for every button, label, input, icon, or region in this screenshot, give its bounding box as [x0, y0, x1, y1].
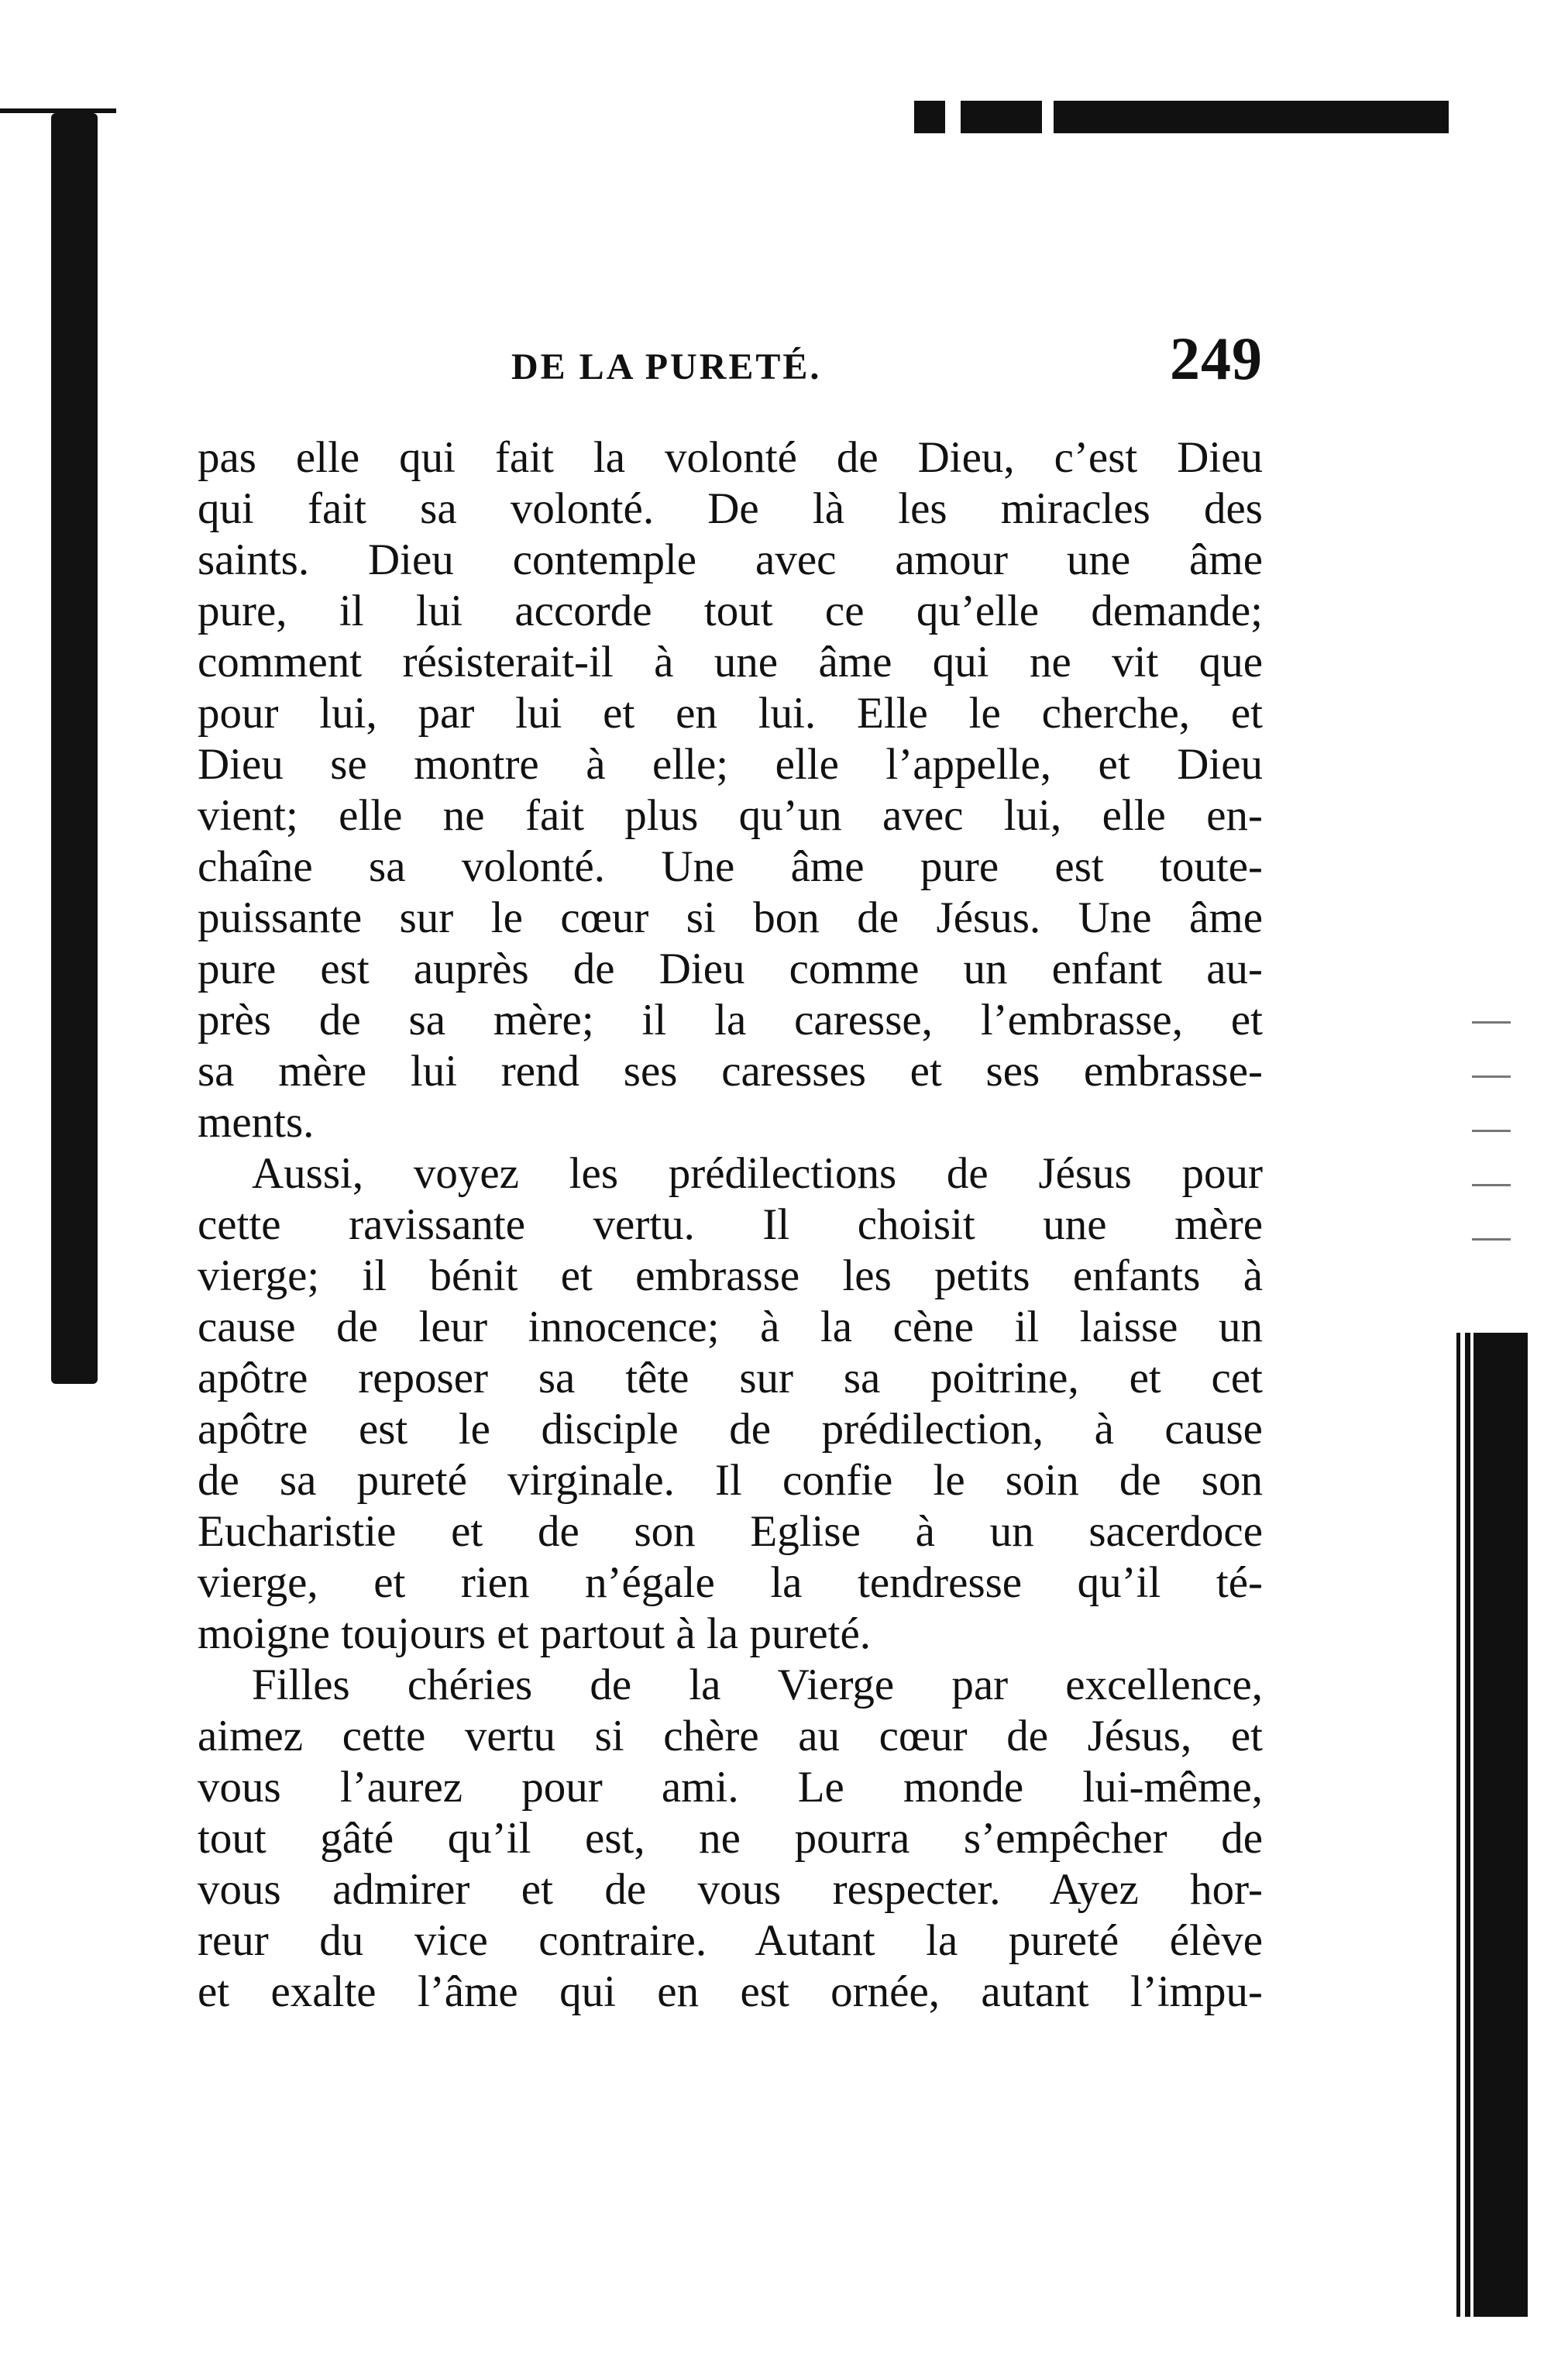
text-line: vierge; il bénit et embrasse les petits enfants à	[198, 1251, 1263, 1300]
text-line: cause de leur innocence; à la cène il laisse un	[198, 1303, 1263, 1351]
binding-shadow-left	[51, 113, 98, 1384]
paragraph-3	[198, 1660, 1263, 2018]
paragraph-1	[198, 432, 1263, 1148]
text-line: et exalte l’âme qui en est ornée, autant l’impu-	[198, 1967, 1263, 2016]
text-line: pas elle qui fait la volonté de Dieu, c’est Dieu	[198, 433, 1263, 482]
page-header	[198, 324, 1263, 392]
text-line: pour lui, par lui et en lui. Elle le cherche, et	[198, 689, 1263, 738]
text-line: aimez cette vertu si chère au cœur de Jésus, et	[198, 1712, 1263, 1760]
text-line: ments.	[198, 1098, 315, 1147]
text-line: apôtre reposer sa tête sur sa poitrine, et cet	[198, 1354, 1263, 1402]
text-line: vient; elle ne fait plus qu’un avec lui, elle en-	[198, 791, 1263, 840]
text-line: moigne toujours et partout à la pureté.	[198, 1609, 871, 1658]
text-line: puissante sur le cœur si bon de Jésus. Une âme	[198, 893, 1263, 942]
text-line: reur du vice contraire. Autant la pureté élève	[198, 1916, 1263, 1965]
scan-edge-right-strip	[1456, 1333, 1528, 2317]
text-line: tout gâté qu’il est, ne pourra s’empêcher de	[198, 1814, 1263, 1863]
text-line: Eucharistie et de son Eglise à un sacerdoce	[198, 1507, 1263, 1556]
text-line: près de sa mère; il la caresse, l’embrasse, et	[198, 996, 1263, 1044]
running-title: DE LA PURETÉ.	[511, 346, 822, 387]
text-line: Dieu se montre à elle; elle l’appelle, et Dieu	[198, 740, 1263, 789]
text-line: apôtre est le disciple de prédilection, à cause	[198, 1405, 1263, 1454]
scan-edge-right-dashes	[1472, 992, 1511, 1248]
text-line: sa mère lui rend ses caresses et ses embrasse-	[198, 1047, 1263, 1096]
text-line: Filles chéries de la Vierge par excellence,	[252, 1660, 1263, 1709]
text-line: pure est auprès de Dieu comme un enfant au-	[198, 945, 1263, 993]
text-line: vous l’aurez pour ami. Le monde lui-même,	[198, 1763, 1263, 1812]
scan-edge-top-strip	[914, 101, 1449, 133]
text-line: cette ravissante vertu. Il choisit une mère	[198, 1200, 1263, 1249]
paragraph-2	[198, 1148, 1263, 1660]
text-line: de sa pureté virginale. Il confie le soin de son	[198, 1456, 1263, 1505]
page-number: 249	[1170, 325, 1263, 392]
body-text	[198, 432, 1263, 2018]
text-line: pure, il lui accorde tout ce qu’elle demande;	[198, 587, 1263, 635]
text-line: vous admirer et de vous respecter. Ayez hor-	[198, 1865, 1263, 1914]
text-line: vierge, et rien n’égale la tendresse qu’il té-	[198, 1558, 1263, 1607]
text-line: qui fait sa volonté. De là les miracles des	[198, 484, 1263, 533]
text-line: chaîne sa volonté. Une âme pure est toute-	[198, 842, 1263, 891]
text-line: saints. Dieu contemple avec amour une âme	[198, 535, 1263, 584]
text-line: comment résisterait-il à une âme qui ne vit que	[198, 638, 1263, 687]
text-line: Aussi, voyez les prédilections de Jésus pour	[252, 1149, 1263, 1198]
